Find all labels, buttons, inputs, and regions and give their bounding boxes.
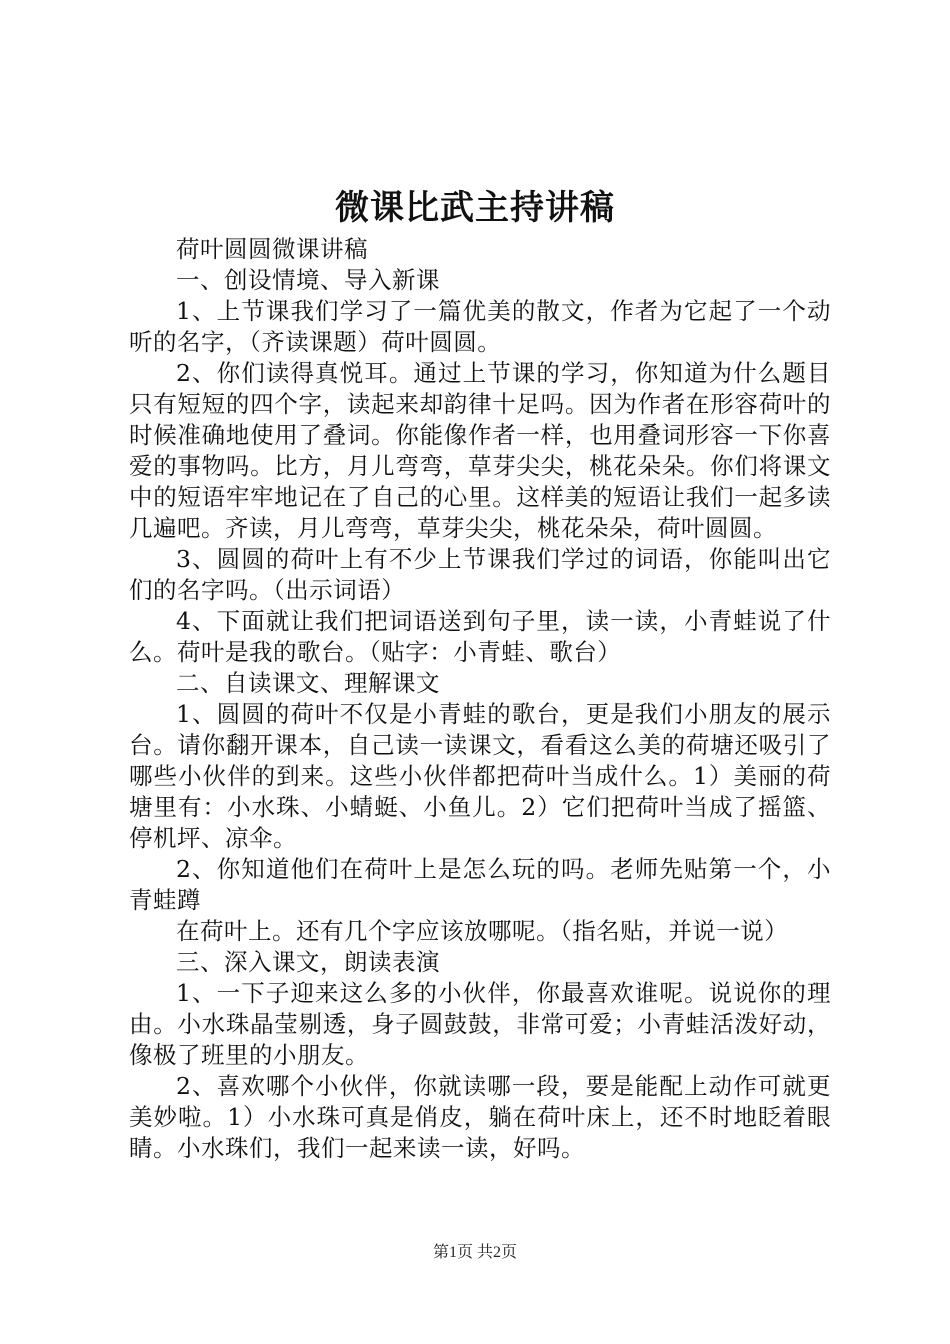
paragraph: 2、喜欢哪个小伙伴，你就读哪一段，要是能配上动作可就更美妙啦。1）小水珠可真是俏皮，躺在荷叶床上，还不时地眨着眼睛。小水珠们，我们一起来读一读，好吗。 [129, 1072, 831, 1162]
document-body [129, 234, 831, 1164]
paragraph-section-heading: 二、自读课文、理解课文 [176, 669, 440, 697]
page-footer: 第1页 共2页 [432, 1244, 517, 1261]
paragraph: 2、你们读得真悦耳。通过上节课的学习，你知道为什么题目只有短短的四个字，读起来却韵律十足吗。因为作者在形容荷叶的时候准确地使用了叠词。你能像作者一样，也用叠词形容一下你喜爱的事物吗。比方，月儿弯弯，草芽尖尖，桃花朵朵。你们将课文中的短语牢牢地记在了自己的心里。这样美的短语让我们一起多读几遍吧。齐读，月儿弯弯，草芽尖尖，桃花朵朵，荷叶圆圆。 [129, 359, 831, 542]
document-title: 微课比武主持讲稿 [335, 188, 615, 228]
paragraph-subtitle: 荷叶圆圆微课讲稿 [176, 235, 368, 263]
paragraph: 2、你知道他们在荷叶上是怎么玩的吗。老师先贴第一个，小青蛙蹲 [129, 855, 831, 914]
paragraph: 3、圆圆的荷叶上有不少上节课我们学过的词语，你能叫出它们的名字吗。（出示词语） [129, 545, 831, 604]
paragraph: 1、一下子迎来这么多的小伙伴，你最喜欢谁呢。说说你的理由。小水珠晶莹剔透，身子圆鼓鼓，非常可爱；小青蛙活泼好动，像极了班里的小朋友。 [129, 979, 831, 1069]
paragraph-section-heading: 一、创设情境、导入新课 [176, 266, 440, 294]
paragraph: 1、圆圆的荷叶不仅是小青蛙的歌台，更是我们小朋友的展示台。请你翻开课本，自己读一读课文，看看这么美的荷塘还吸引了哪些小伙伴的到来。这些小伙伴都把荷叶当成什么。1）美丽的荷塘里有：小水珠、小蜻蜓、小鱼儿。2）它们把荷叶当成了摇篮、停机坪、凉伞。 [129, 700, 831, 852]
paragraph-section-heading: 三、深入课文，朗读表演 [176, 948, 440, 976]
paragraph: 4、下面就让我们把词语送到句子里，读一读，小青蛙说了什么。荷叶是我的歌台。（贴字：小青蛙、歌台） [129, 607, 831, 666]
paragraph: 1、上节课我们学习了一篇优美的散文，作者为它起了一个动听的名字，（齐读课题）荷叶圆圆。 [129, 297, 831, 356]
paragraph: 在荷叶上。还有几个字应该放哪呢。（指名贴，并说一说） [176, 917, 789, 945]
